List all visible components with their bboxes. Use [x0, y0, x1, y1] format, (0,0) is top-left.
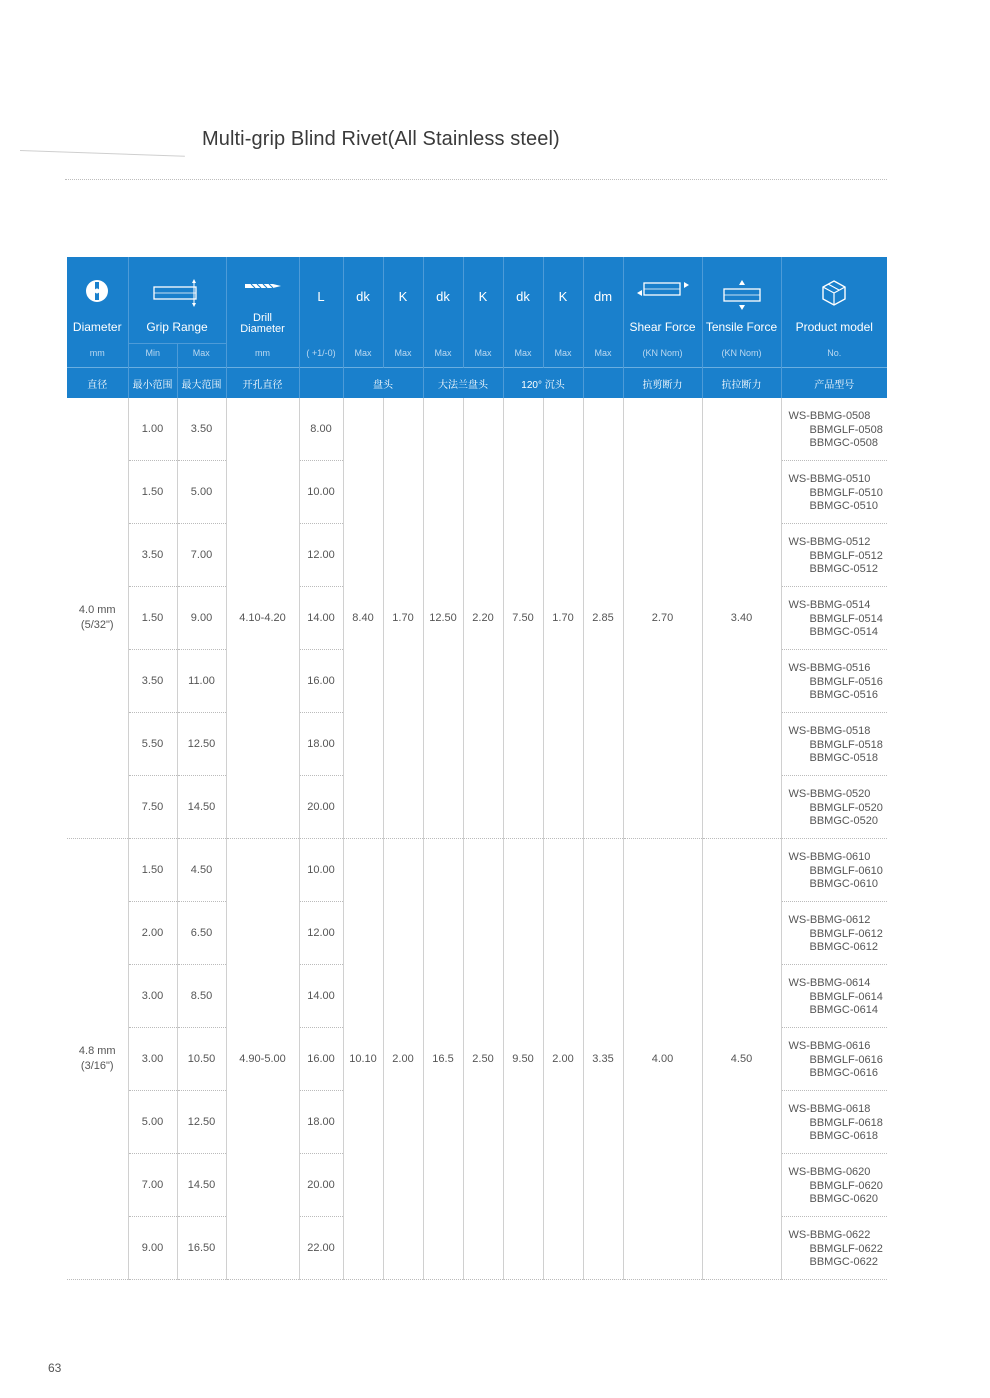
page-number: 63 — [48, 1361, 62, 1375]
grip-max: 16.50 — [177, 1217, 226, 1280]
grip-range-icon — [129, 279, 226, 312]
dk-dome-cell: 10.10 — [343, 839, 383, 1280]
length-cell: 10.00 — [299, 461, 343, 524]
cn-diameter: 直径 — [67, 368, 128, 399]
grip-min: 3.50 — [128, 524, 177, 587]
header-k-countersunk: K Max — [543, 257, 583, 368]
header-grip-range: Grip Range Min Max — [128, 257, 226, 368]
cn-grip-min: 最小范围 — [128, 368, 177, 399]
diameter-cell: 4.0 mm (5/32") — [67, 398, 128, 839]
grip-max: 14.50 — [177, 1154, 226, 1217]
model-cell: WS-BBMG-0520 BBMGLF-0520 BBMGC-0520 — [781, 776, 887, 839]
divider — [65, 179, 887, 180]
tensile-cell: 4.50 — [702, 839, 781, 1280]
model-cell: WS-BBMG-0620 BBMGLF-0620 BBMGC-0620 — [781, 1154, 887, 1217]
model-cell: WS-BBMG-0618 BBMGLF-0618 BBMGC-0618 — [781, 1091, 887, 1154]
spec-table — [67, 257, 887, 1280]
grip-max: 12.50 — [177, 1091, 226, 1154]
cn-model: 产品型号 — [781, 368, 887, 399]
model-cell: WS-BBMG-0518 BBMGLF-0518 BBMGC-0518 — [781, 713, 887, 776]
tensile-arrow-icon — [703, 279, 781, 316]
cn-grip-max: 最大范围 — [177, 368, 226, 399]
grip-max: 5.00 — [177, 461, 226, 524]
header-diameter: Diameter mm — [67, 257, 128, 368]
grip-max: 14.50 — [177, 776, 226, 839]
drill-bit-icon — [227, 279, 299, 297]
cn-L — [299, 368, 343, 399]
header-k-flange: K Max — [463, 257, 503, 368]
model-cell: WS-BBMG-0616 BBMGLF-0616 BBMGC-0616 — [781, 1028, 887, 1091]
diameter-cell: 4.8 mm (3/16") — [67, 839, 128, 1280]
k-flange-cell: 2.20 — [463, 398, 503, 839]
header-product-model: Product model No. — [781, 257, 887, 368]
k-dome-cell: 2.00 — [383, 839, 423, 1280]
k-flange-cell: 2.50 — [463, 839, 503, 1280]
header-shear-force: Shear Force (KN Nom) — [623, 257, 702, 368]
cn-dm — [583, 368, 623, 399]
model-cell: WS-BBMG-0512 BBMGLF-0512 BBMGC-0512 — [781, 524, 887, 587]
cn-countersunk: 120° 沉头 — [503, 368, 583, 399]
grip-min: 1.50 — [128, 461, 177, 524]
length-cell: 12.00 — [299, 524, 343, 587]
dk-flange-cell: 12.50 — [423, 398, 463, 839]
title-underline — [20, 150, 185, 157]
grip-min: 5.50 — [128, 713, 177, 776]
cn-dome-head: 盘头 — [343, 368, 423, 399]
header-k-dome: K Max — [383, 257, 423, 368]
length-cell: 16.00 — [299, 650, 343, 713]
model-cell: WS-BBMG-0516 BBMGLF-0516 BBMGC-0516 — [781, 650, 887, 713]
grip-max: 3.50 — [177, 398, 226, 461]
length-cell: 20.00 — [299, 1154, 343, 1217]
dk-countersunk-cell: 7.50 — [503, 398, 543, 839]
grip-max: 8.50 — [177, 965, 226, 1028]
grip-max: 9.00 — [177, 587, 226, 650]
grip-min: 9.00 — [128, 1217, 177, 1280]
cn-tensile: 抗拉断力 — [702, 368, 781, 399]
table-row — [67, 839, 887, 902]
header-dm: dm Max — [583, 257, 623, 368]
table-row — [67, 398, 887, 461]
tensile-cell: 3.40 — [702, 398, 781, 839]
grip-min: 7.50 — [128, 776, 177, 839]
model-cell: WS-BBMG-0508 BBMGLF-0508 BBMGC-0508 — [781, 398, 887, 461]
length-cell: 10.00 — [299, 839, 343, 902]
grip-max: 4.50 — [177, 839, 226, 902]
cn-large-flange: 大法兰盘头 — [423, 368, 503, 399]
shear-cell: 2.70 — [623, 398, 702, 839]
drill-diameter-label: Drill Diameter — [240, 312, 285, 335]
shear-arrow-icon — [624, 279, 702, 304]
header-dk-countersunk: dk Max — [503, 257, 543, 368]
model-cell: WS-BBMG-0510 BBMGLF-0510 BBMGC-0510 — [781, 461, 887, 524]
box-icon — [782, 279, 888, 312]
cn-shear: 抗剪断力 — [623, 368, 702, 399]
k-dome-cell: 1.70 — [383, 398, 423, 839]
length-cell: 16.00 — [299, 1028, 343, 1091]
length-cell: 18.00 — [299, 713, 343, 776]
k-countersunk-cell: 2.00 — [543, 839, 583, 1280]
length-cell: 14.00 — [299, 965, 343, 1028]
model-cell: WS-BBMG-0514 BBMGLF-0514 BBMGC-0514 — [781, 587, 887, 650]
grip-min: 5.00 — [128, 1091, 177, 1154]
header-drill-diameter: Drill Diameter mm — [226, 257, 299, 368]
dk-flange-cell: 16.5 — [423, 839, 463, 1280]
length-cell: 20.00 — [299, 776, 343, 839]
shear-cell: 4.00 — [623, 839, 702, 1280]
grip-min: 1.50 — [128, 839, 177, 902]
length-cell: 14.00 — [299, 587, 343, 650]
k-countersunk-cell: 1.70 — [543, 398, 583, 839]
grip-min: 2.00 — [128, 902, 177, 965]
model-cell: WS-BBMG-0622 BBMGLF-0622 BBMGC-0622 — [781, 1217, 887, 1280]
header-tensile-force: Tensile Force (KN Nom) — [702, 257, 781, 368]
length-cell: 22.00 — [299, 1217, 343, 1280]
drill-cell: 4.10-4.20 — [226, 398, 299, 839]
grip-min: 7.00 — [128, 1154, 177, 1217]
rivet-head-icon — [67, 279, 128, 308]
grip-max: 10.50 — [177, 1028, 226, 1091]
grip-max: 7.00 — [177, 524, 226, 587]
length-cell: 12.00 — [299, 902, 343, 965]
grip-min: 1.50 — [128, 587, 177, 650]
model-cell: WS-BBMG-0614 BBMGLF-0614 BBMGC-0614 — [781, 965, 887, 1028]
grip-min: 3.00 — [128, 965, 177, 1028]
grip-max: 12.50 — [177, 713, 226, 776]
grip-min: 1.00 — [128, 398, 177, 461]
grip-min: 3.50 — [128, 650, 177, 713]
cn-drill: 开孔直径 — [226, 368, 299, 399]
dk-dome-cell: 8.40 — [343, 398, 383, 839]
header-dk-dome: dk Max — [343, 257, 383, 368]
model-cell: WS-BBMG-0612 BBMGLF-0612 BBMGC-0612 — [781, 902, 887, 965]
dm-cell: 2.85 — [583, 398, 623, 839]
dm-cell: 3.35 — [583, 839, 623, 1280]
grip-max: 6.50 — [177, 902, 226, 965]
length-cell: 8.00 — [299, 398, 343, 461]
dk-countersunk-cell: 9.50 — [503, 839, 543, 1280]
grip-min: 3.00 — [128, 1028, 177, 1091]
page-title: Multi-grip Blind Rivet(All Stainless steel) — [202, 128, 560, 150]
length-cell: 18.00 — [299, 1091, 343, 1154]
header-dk-flange: dk Max — [423, 257, 463, 368]
model-cell: WS-BBMG-0610 BBMGLF-0610 BBMGC-0610 — [781, 839, 887, 902]
header-L: L ( +1/-0) — [299, 257, 343, 368]
grip-max: 11.00 — [177, 650, 226, 713]
drill-cell: 4.90-5.00 — [226, 839, 299, 1280]
